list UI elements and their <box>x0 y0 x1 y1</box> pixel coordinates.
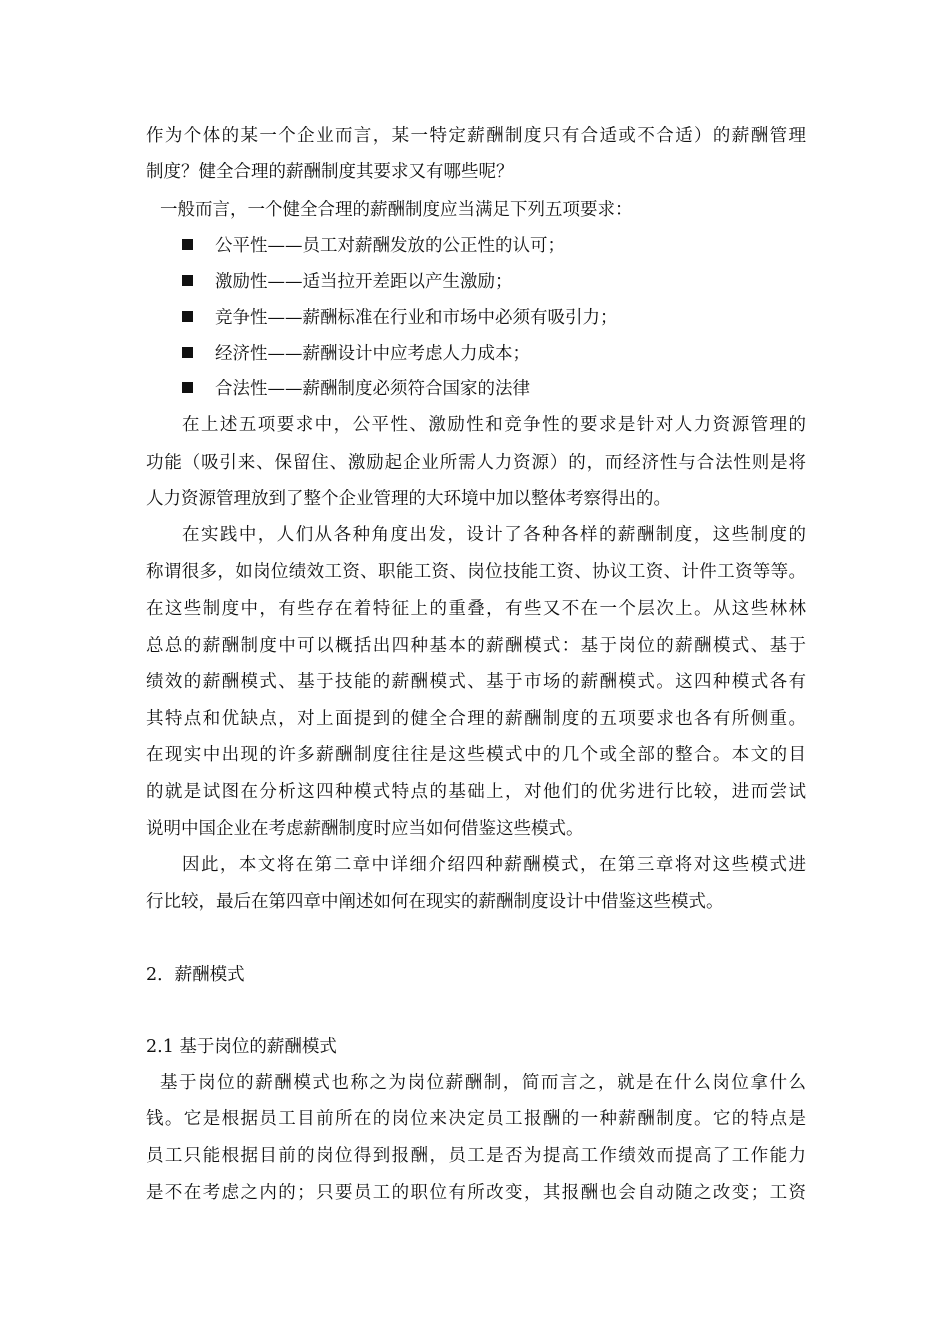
paragraph-line: 的就是试图在分析这四种模式特点的基础上，对他们的优劣进行比较，进而尝试 <box>146 782 806 802</box>
requirement-item <box>182 375 530 400</box>
intro-line: 作为个体的某一个企业而言，某一特定薪酬制度只有合适或不合适）的薪酬管理 <box>146 126 806 146</box>
paragraph-line: 在上述五项要求中，公平性、激励性和竞争性的要求是针对人力资源管理的 <box>182 415 806 435</box>
requirement-text: 经济性——薪酬设计中应考虑人力成本； <box>215 344 530 364</box>
paragraph-line: 在现实中出现的许多薪酬制度往往是这些模式中的几个或全部的整合。本文的目 <box>146 745 806 765</box>
intro-line: 一般而言，一个健全合理的薪酬制度应当满足下列五项要求： <box>160 200 633 220</box>
paragraph-line: 功能（吸引来、保留住、激励起企业所需人力资源）的，而经济性与合法性则是将 <box>146 453 806 473</box>
requirement-item <box>182 340 530 365</box>
paragraph-line: 在这些制度中，有些存在着特征上的重叠，有些又不在一个层次上。从这些林林 <box>146 599 806 619</box>
paragraph-line: 其特点和优缺点，对上面提到的健全合理的薪酬制度的五项要求也各有所侧重。 <box>146 709 806 729</box>
paragraph-line: 行比较，最后在第四章中阐述如何在现实的薪酬制度设计中借鉴这些模式。 <box>146 892 724 912</box>
paragraph-line: 是不在考虑之内的；只要员工的职位有所改变，其报酬也会自动随之改变；工资 <box>146 1183 806 1203</box>
paragraph-line: 绩效的薪酬模式、基于技能的薪酬模式、基于市场的薪酬模式。这四种模式各有 <box>146 672 806 692</box>
bullet-square-icon <box>182 239 193 250</box>
requirement-text: 竞争性——薪酬标准在行业和市场中必须有吸引力； <box>215 308 618 328</box>
paragraph-line: 在实践中，人们从各种角度出发，设计了各种各样的薪酬制度，这些制度的 <box>182 525 806 545</box>
paragraph-line: 因此，本文将在第二章中详细介绍四种薪酬模式，在第三章将对这些模式进 <box>182 855 806 875</box>
paragraph-line: 总总的薪酬制度中可以概括出四种基本的薪酬模式：基于岗位的薪酬模式、基于 <box>146 636 806 656</box>
section-heading: 2.1 基于岗位的薪酬模式 <box>146 1037 337 1057</box>
requirement-item <box>182 232 565 257</box>
bullet-square-icon <box>182 347 193 358</box>
requirement-item <box>182 268 513 293</box>
requirement-item <box>182 304 618 329</box>
paragraph-line: 基于岗位的薪酬模式也称之为岗位薪酬制，简而言之，就是在什么岗位拿什么 <box>160 1073 806 1093</box>
bullet-square-icon <box>182 311 193 322</box>
bullet-square-icon <box>182 275 193 286</box>
bullet-square-icon <box>182 382 193 393</box>
requirement-text: 合法性——薪酬制度必须符合国家的法律 <box>215 379 530 399</box>
paragraph-line: 说明中国企业在考虑薪酬制度时应当如何借鉴这些模式。 <box>146 819 584 839</box>
requirement-text: 公平性——员工对薪酬发放的公正性的认可； <box>215 236 565 256</box>
paragraph-line: 员工只能根据目前的岗位得到报酬，员工是否为提高工作绩效而提高了工作能力 <box>146 1146 806 1166</box>
chapter-heading: 2．薪酬模式 <box>146 965 245 985</box>
paragraph-line: 称谓很多，如岗位绩效工资、职能工资、岗位技能工资、协议工资、计件工资等等。 <box>146 562 806 582</box>
requirement-text: 激励性——适当拉开差距以产生激励； <box>215 272 513 292</box>
paragraph-line: 人力资源管理放到了整个企业管理的大环境中加以整体考察得出的。 <box>146 489 671 509</box>
paragraph-line: 钱。它是根据员工目前所在的岗位来决定员工报酬的一种薪酬制度。它的特点是 <box>146 1109 806 1129</box>
intro-line: 制度？健全合理的薪酬制度其要求又有哪些呢？ <box>146 162 514 182</box>
